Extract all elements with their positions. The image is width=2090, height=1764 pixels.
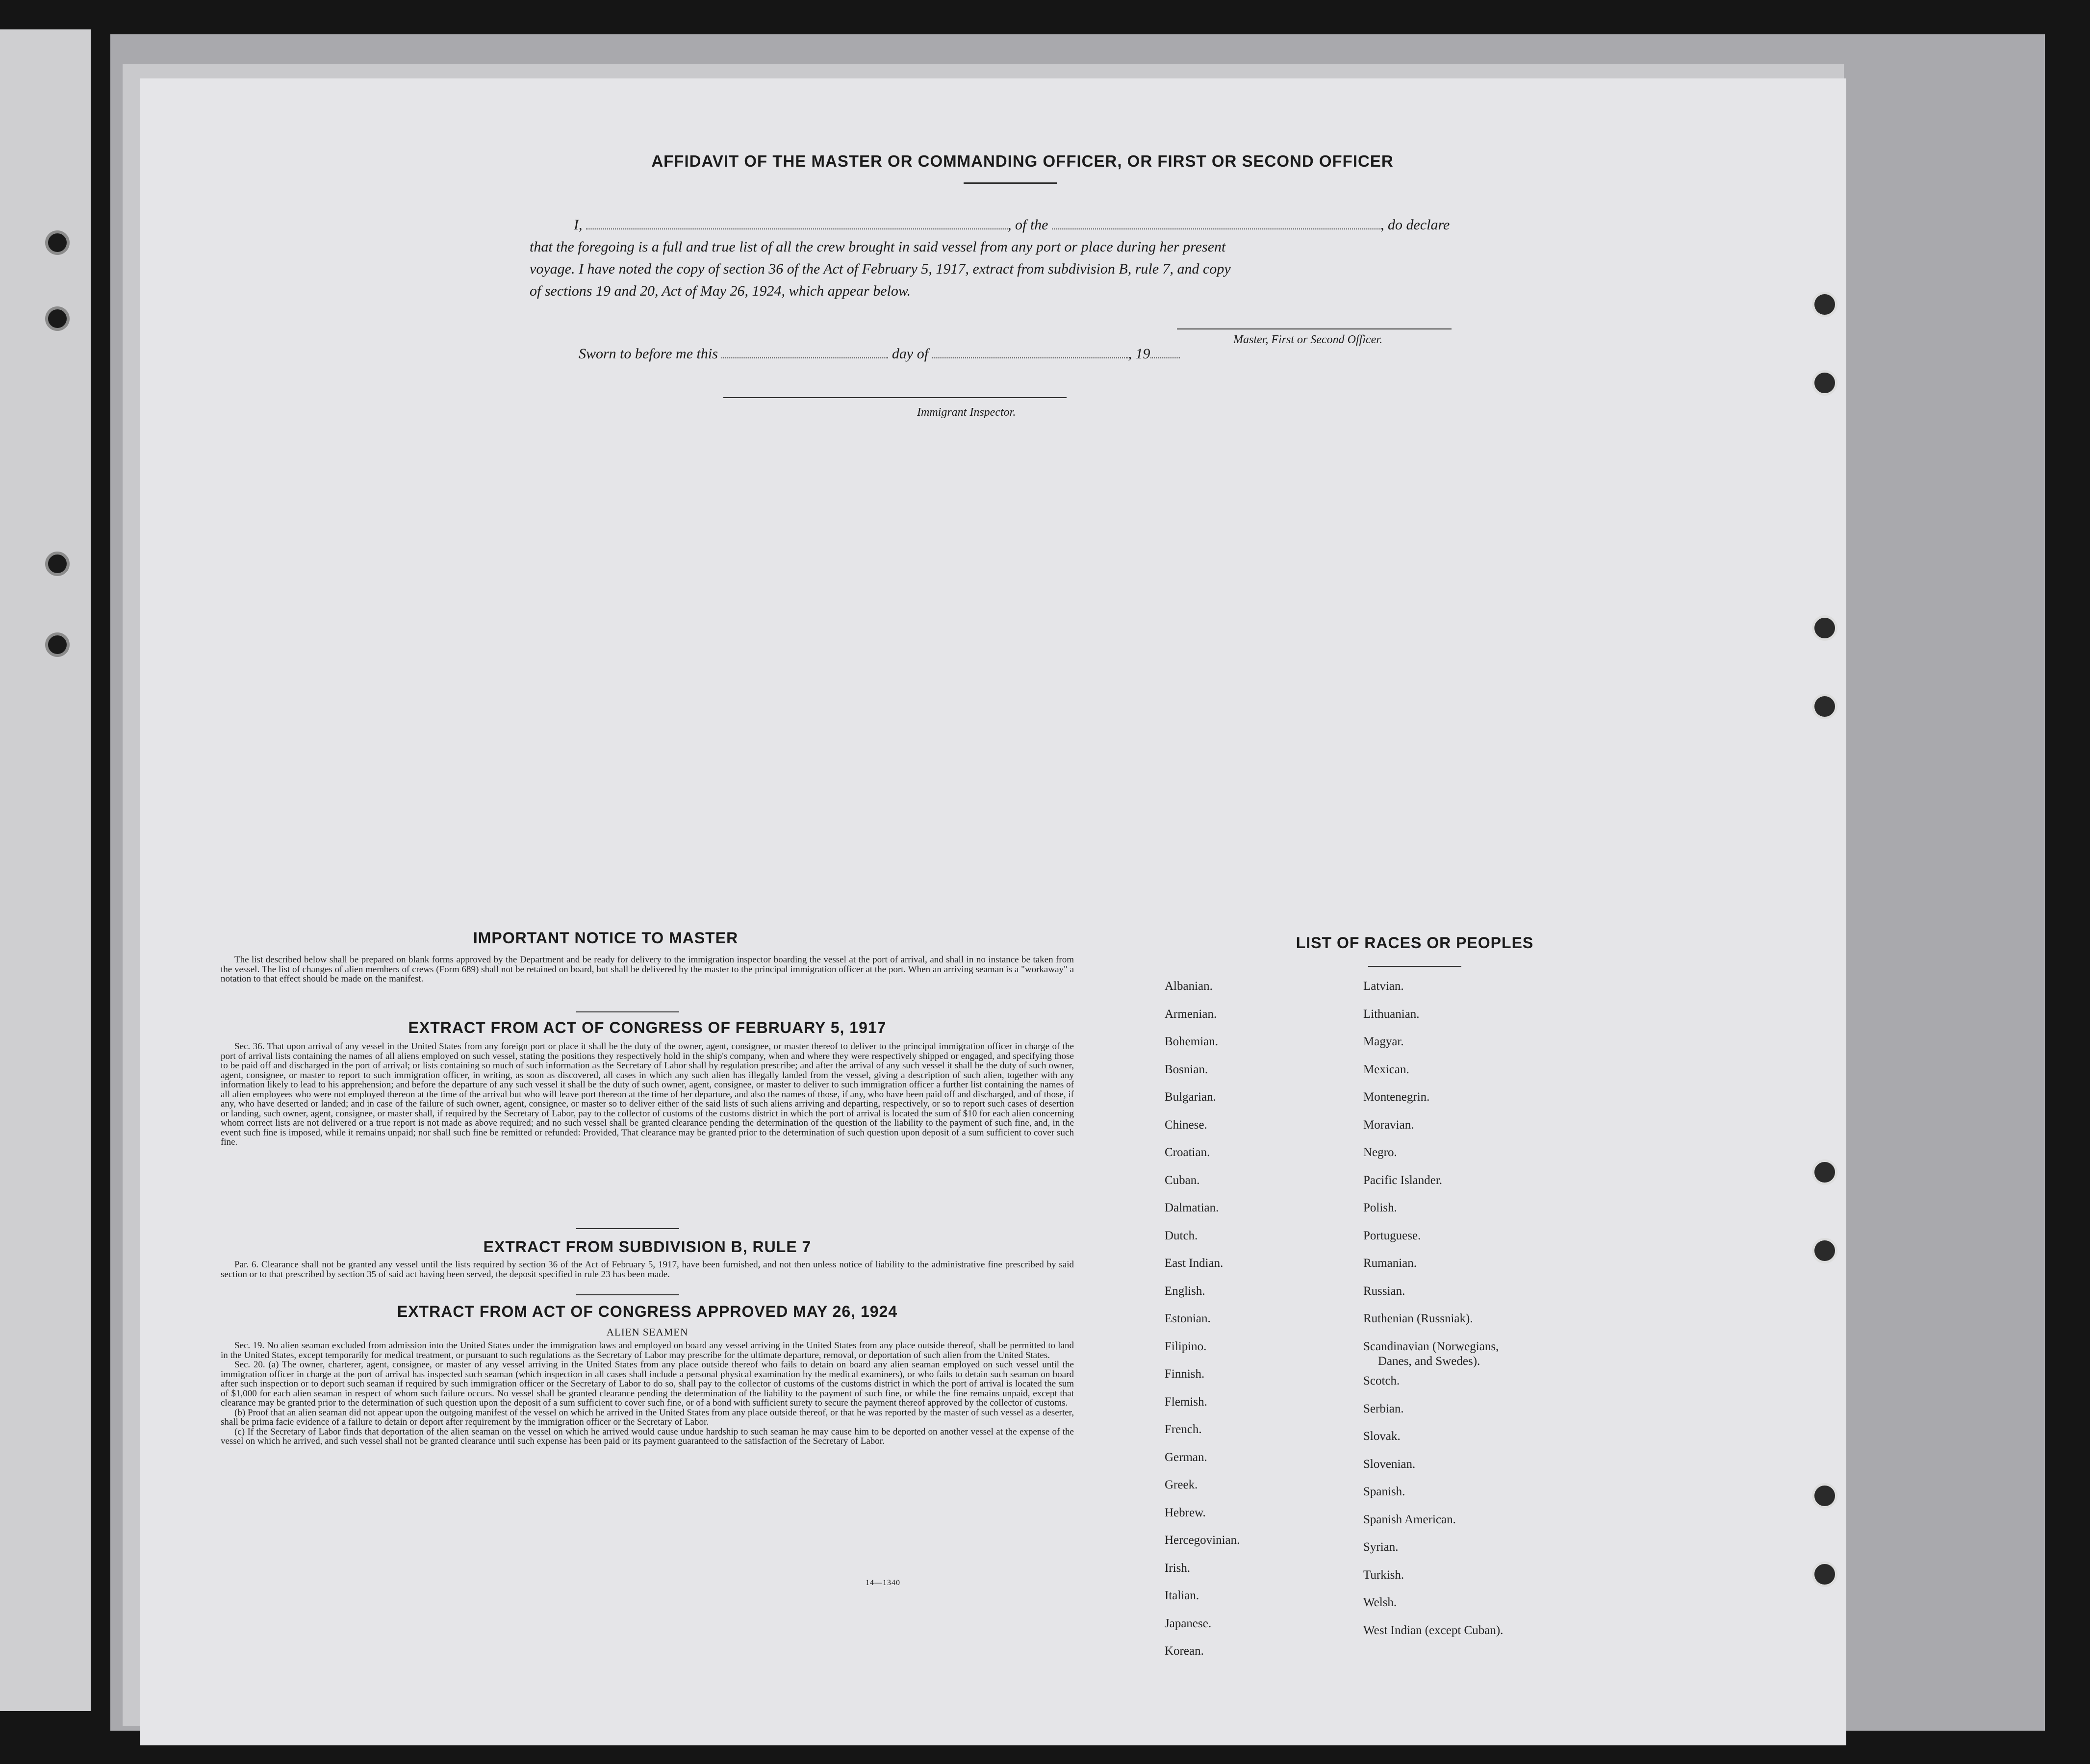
punch-hole bbox=[1812, 694, 1837, 719]
alien-seamen-subtitle: ALIEN SEAMEN bbox=[606, 1326, 688, 1338]
race-item: German. bbox=[1165, 1450, 1207, 1464]
form-number: 14—1340 bbox=[866, 1579, 900, 1587]
race-item: Slovak. bbox=[1363, 1430, 1401, 1443]
race-item: Bosnian. bbox=[1165, 1062, 1208, 1076]
notice-text bbox=[221, 955, 1074, 984]
extract-1924-text bbox=[221, 1341, 1074, 1446]
rule7-title: EXTRACT FROM SUBDIVISION B, RULE 7 bbox=[483, 1238, 812, 1256]
race-item: Pacific Islander. bbox=[1363, 1173, 1443, 1187]
sec-19-paragraph: Sec. 19. No alien seaman excluded from admission into the United States under the immigration laws and employed on board any vessel arriving in the United States from any place outside thereof, shall be permitted to land in the United States, except temporarily for medical treatment, or pursuant to such regulations as the Secretary of Labor may prescribe for the ultimate departure, removal, or deportation of such alien from the United States. bbox=[221, 1340, 1074, 1361]
document-page bbox=[140, 78, 1846, 1745]
divider bbox=[576, 1294, 679, 1295]
month-blank bbox=[932, 357, 1128, 358]
race-item: Chinese. bbox=[1165, 1118, 1207, 1132]
race-item: Flemish. bbox=[1165, 1395, 1207, 1409]
sec-36-paragraph: Sec. 36. That upon arrival of any vessel in the United States from any foreign port or place it shall be the duty of the owner, agent, consignee, or master thereof to deliver to the principal immigration officer in charge of the port of arrival lists containing the names of all aliens employed on such vessel, stating the positions they respectively hold in the ship's company, when and where they were respectively shipped or engaged, and specifying those to be paid off and discharged in the port of arrival; or lists containing so much of such information as the Secretary of Labor shall by regulation prescribe; and after the arrival of any such vessel it shall be the duty of such owner, agent, consignee, or master to report to such immigration officer, in writing, as soon as discovered, all cases in which any such alien has illegally landed from the vessel, giving a description of such alien, together with any information likely to lead to his apprehension; and before the departure of any such vessel it shall be the duty of such owner, agent, consignee, or master to deliver to such immigration officer a further list containing the names of all alien employees who were not employed thereon at the time of the arrival but who will leave port thereon at the time of her departure, and also the names of those, if any, who have been paid off and discharged, and of those, if any, who have deserted or landed; and in case of the failure of such owner, agent, consignee, or master so to deliver either of the said lists of such aliens arriving and departing, respectively, or so to report such cases of desertion or landing, such owner, agent, consignee, or master shall, if required by the Secretary of Labor, pay to the collector of customs of the customs district in which the port of arrival is located the sum of $10 for each alien concerning whom correct lists are not delivered or a true report is not made as above required; and no such vessel shall be granted clearance pending the determination of the question of the liability to the payment of such fine, and, in the event such fine is imposed, while it remains unpaid; nor shall such fine be remitted or refunded: Provided, That clearance may be granted prior to the determination of such question upon deposit of a sum sufficient to cover such fine. bbox=[221, 1041, 1074, 1147]
race-item-continuation: Danes, and Swedes). bbox=[1378, 1354, 1480, 1368]
race-item: Greek. bbox=[1165, 1478, 1198, 1491]
date-blank bbox=[721, 357, 888, 358]
race-item: Ruthenian (Russniak). bbox=[1363, 1312, 1473, 1325]
punch-hole bbox=[1812, 615, 1837, 641]
text-i: I, bbox=[574, 217, 586, 233]
rule7-text bbox=[221, 1260, 1074, 1279]
race-item: Welsh. bbox=[1363, 1596, 1397, 1609]
binder-hole bbox=[45, 306, 70, 331]
race-item: Croatian. bbox=[1165, 1146, 1210, 1159]
punch-hole bbox=[1812, 292, 1837, 317]
race-item: French. bbox=[1165, 1423, 1202, 1436]
extract-1917-title: EXTRACT FROM ACT OF CONGRESS OF FEBRUARY 5, 1917 bbox=[408, 1019, 887, 1036]
extract-1924-title: EXTRACT FROM ACT OF CONGRESS APPROVED MAY 26, 1924 bbox=[397, 1303, 898, 1320]
punch-hole bbox=[1812, 1483, 1837, 1509]
race-item: West Indian (except Cuban). bbox=[1363, 1623, 1504, 1637]
races-column-2 bbox=[1363, 980, 1584, 1764]
par-6-paragraph: Par. 6. Clearance shall not be granted any vessel until the lists required by section 36 of the Act of February 5, 1917, have been furnished, and not then unless notice of liability to the administrative fine prescribed by said section or to that prescribed by section 35 of said act having been served, the deposit specified in rule 23 has been made. bbox=[221, 1260, 1074, 1280]
race-item: Estonian. bbox=[1165, 1312, 1211, 1325]
race-item: Moravian. bbox=[1363, 1118, 1414, 1132]
race-item: Serbian. bbox=[1363, 1402, 1404, 1415]
race-item: Cuban. bbox=[1165, 1173, 1200, 1187]
binder-hole bbox=[45, 552, 70, 576]
sec-20b-paragraph: (b) Proof that an alien seaman did not appear upon the outgoing manifest of the vessel on which he arrived in the United States from any place outside thereof, or that he was reported by the master of such vessel as a deserter, shall be prima facie evidence of a failure to detain or deport after requirement by the immigration officer or the Secretary of Labor. bbox=[221, 1407, 1074, 1427]
affidavit-line-3: voyage. I have noted the copy of section 36 of the Act of February 5, 1917, extract from subdivision B, rule 7, and copy bbox=[530, 261, 1231, 277]
race-item: Bohemian. bbox=[1165, 1035, 1219, 1048]
punch-hole bbox=[1812, 1238, 1837, 1263]
race-item: Syrian. bbox=[1363, 1540, 1399, 1554]
sec-20a-paragraph: Sec. 20. (a) The owner, charterer, agent, consignee, or master of any vessel arriving in the United States from any place outside thereof who fails to detain on board any alien seaman employed on such vessel until the immigration officer in charge at the port of arrival has inspected such seaman (which inspection in all cases shall include a personal physical examination by the medical examiners), or who fails to detain such seaman on board after such inspection or to deport such seaman if required by such immigration officer or the Secretary of Labor to do so, shall pay to the collector of customs of the customs district in which the port of arrival is located the sum of $1,000 for each alien seaman in respect of whom such failure occurs. No vessel shall be granted clearance pending the determination of the liability to the payment of such fine, or while the fine remains unpaid, except that clearance may be granted prior to the determination of such question upon the deposit of a sum sufficient to cover such fine, or of a bond with sufficient surety to secure the payment thereof approved by the collector of customs. bbox=[221, 1360, 1074, 1408]
affidavit-line-1 bbox=[530, 217, 1628, 233]
text-sworn: Sworn to before me this bbox=[579, 346, 722, 362]
signature-label: Master, First or Second Officer. bbox=[1233, 333, 1382, 346]
race-item: Lithuanian. bbox=[1363, 1007, 1420, 1021]
race-item: Spanish American. bbox=[1363, 1512, 1456, 1526]
race-item: Slovenian. bbox=[1363, 1457, 1416, 1471]
affidavit-line-4: of sections 19 and 20, Act of May 26, 1924, which appear below. bbox=[530, 283, 911, 299]
race-item: Portuguese. bbox=[1363, 1229, 1421, 1242]
sworn-line bbox=[579, 346, 1180, 362]
binder-strip bbox=[0, 29, 91, 1711]
inspector-label: Immigrant Inspector. bbox=[917, 406, 1016, 419]
race-item: Magyar. bbox=[1363, 1035, 1404, 1048]
extract-1917-text bbox=[221, 1042, 1074, 1147]
race-item: Mexican. bbox=[1363, 1062, 1409, 1076]
signature-line bbox=[1177, 328, 1452, 329]
race-item: Hebrew. bbox=[1165, 1506, 1206, 1519]
race-item: Korean. bbox=[1165, 1644, 1204, 1658]
affidavit-line-2: that the foregoing is a full and true list of all the crew brought in said vessel from any port or place during her present bbox=[530, 239, 1226, 255]
binder-hole bbox=[45, 632, 70, 657]
sec-20c-paragraph: (c) If the Secretary of Labor finds that deportation of the alien seaman on the vessel on which he arrived would cause undue hardship to such seaman he may cause him to be deported on another vessel at the expense of the vessel on which he arrived, and such vessel shall not be granted clearance until such expense has been paid or its payment guaranteed to the satisfaction of the Secretary of Labor. bbox=[221, 1426, 1074, 1446]
punch-hole bbox=[1812, 1159, 1837, 1185]
race-item: Albanian. bbox=[1165, 980, 1213, 993]
races-title: LIST OF RACES OR PEOPLES bbox=[1296, 934, 1534, 952]
affidavit-title: AFFIDAVIT OF THE MASTER OR COMMANDING OFFICER, OR FIRST OR SECOND OFFICER bbox=[651, 152, 1394, 170]
race-item: Italian. bbox=[1165, 1589, 1199, 1602]
race-item: Negro. bbox=[1363, 1146, 1397, 1159]
text-day-of: day of bbox=[888, 346, 932, 362]
text-year: , 19 bbox=[1128, 346, 1150, 362]
race-item: Rumanian. bbox=[1363, 1257, 1417, 1270]
year-blank bbox=[1150, 357, 1180, 358]
divider bbox=[576, 1228, 679, 1229]
inspector-line bbox=[723, 397, 1067, 398]
race-item: Scandinavian (Norwegians, bbox=[1363, 1339, 1499, 1353]
race-item: Spanish. bbox=[1363, 1485, 1405, 1498]
race-item: Scotch. bbox=[1363, 1374, 1400, 1387]
punch-hole bbox=[1812, 370, 1837, 396]
vessel-blank bbox=[1052, 228, 1380, 229]
race-item: Montenegrin. bbox=[1363, 1090, 1430, 1104]
notice-title: IMPORTANT NOTICE TO MASTER bbox=[473, 929, 739, 947]
race-item: Dalmatian. bbox=[1165, 1201, 1219, 1214]
race-item: Filipino. bbox=[1165, 1339, 1207, 1353]
race-item: Finnish. bbox=[1165, 1367, 1205, 1381]
race-item: Japanese. bbox=[1165, 1616, 1212, 1630]
binder-hole bbox=[45, 230, 70, 255]
text-of-the: , of the bbox=[1008, 217, 1052, 233]
races-column-1 bbox=[1165, 980, 1292, 1764]
notice-paragraph: The list described below shall be prepared on blank forms approved by the Department and be ready for delivery to the immigration inspector boarding the vessel at the port of arrival, and shall in no instance be taken from the vessel. The list of changes of alien members of crews (Form 689) shall not be retained on board, but shall be delivered by the master to the principal immigration officer at the port. When an arriving seaman is a "workaway" a notation to that effect should be made on the manifest. bbox=[221, 955, 1074, 984]
race-item: English. bbox=[1165, 1284, 1205, 1298]
race-item: Irish. bbox=[1165, 1561, 1191, 1575]
race-item: Turkish. bbox=[1363, 1568, 1404, 1582]
race-item: Polish. bbox=[1363, 1201, 1397, 1214]
title-underline bbox=[964, 182, 1057, 184]
race-item: Bulgarian. bbox=[1165, 1090, 1216, 1104]
race-item: Latvian. bbox=[1363, 980, 1404, 993]
race-item: Hercegovinian. bbox=[1165, 1534, 1240, 1547]
races-title-underline bbox=[1368, 966, 1461, 967]
race-item: Russian. bbox=[1363, 1284, 1405, 1298]
race-item: Dutch. bbox=[1165, 1229, 1198, 1242]
name-blank bbox=[586, 228, 1008, 229]
divider bbox=[576, 1011, 679, 1012]
punch-hole bbox=[1812, 1562, 1837, 1587]
race-item: Armenian. bbox=[1165, 1007, 1217, 1021]
text-do-declare: , do declare bbox=[1380, 217, 1450, 233]
race-item: East Indian. bbox=[1165, 1257, 1223, 1270]
